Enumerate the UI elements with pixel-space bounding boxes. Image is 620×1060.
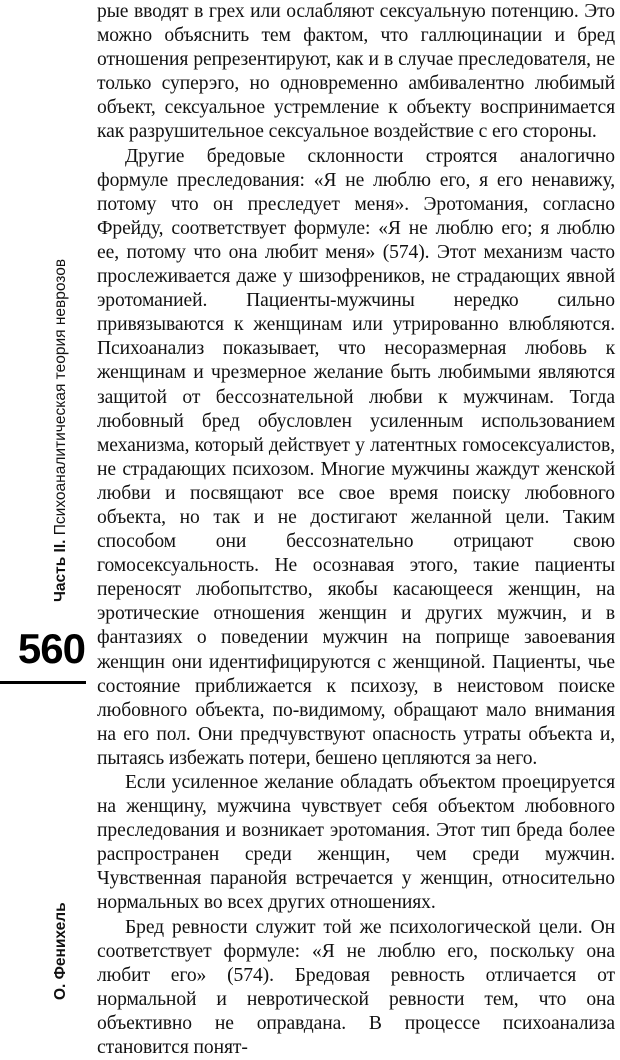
paragraph: Если усиленное желание обладать объектом проецируется на женщину, мужчина чувствует себя объектом любовного преследования и возникает эротомания. Этот тип бреда более распространен среди женщин, чем среди мужчин. Чувственная паранойя встречается у женщин, относительно нормальных во всех других отношениях. xyxy=(97,772,615,914)
running-header-part: Часть II. xyxy=(52,539,69,602)
page-number-rule xyxy=(0,681,86,684)
author-name: О. Фенихель xyxy=(52,902,69,1000)
running-header xyxy=(52,259,70,602)
paragraph: Другие бредовые склонности строятся аналогично формуле преследования: «Я не люблю его, я его ненавижу, потому что он преследует меня». Эротомания, согласно Фрейду, соответствует формуле: «Я не люблю его; я люблю ее, потому что она любит меня» (574). Этот механизм часто прослеживается даже у шизофреников, не страдающих явной эротоманией. Пациенты-мужчины нередко сильно привязываются к женщинам или утрированно влюбляются. Психоанализ показывает, что несоразмерная любовь к женщинам и чрезмерное желание быть любимыми являются защитой от бессознательной любви к мужчинам. Тогда любовный бред обусловлен усиленным использованием механизма, который действует у латентных гомосексуалистов, не страдающих психозом. Многие мужчины жаждут женской любви и посвящают все свое время поиску любовного объекта, но так и не достигают желанной цели. Таким способом они бессознательно отрицают свою гомосексуальность. Не осознавая этого, такие пациенты переносят любопытство, якобы касающееся женщин, на эротические отношения женщин и других мужчин, и в фантазиях о поведении мужчин на поприще завоевания женщин они идентифицируются с женщиной. Пациенты, чье состояние приближается к психозу, в неистовом поиске любовного объекта, по-видимому, обращают мало внимания на его пол. Они предчувствуют опасность утраты объекта и, пытаясь избежать потери, бешено цепляются за него. xyxy=(97,145,615,769)
paragraph: рые вводят в грех или ослабляют сексуальную потенцию. Это можно объяснить тем фактом, что галлюцинации и бред отношения репрезентируют, как и в случае преследователя, не только суперэго, но одновременно амбивалентно любимый объект, сексуальное устремление к объекту воспринимается как разрушительное сексуальное воздействие с его стороны. xyxy=(97,1,615,143)
running-header-title: Психоаналитическая теория неврозов xyxy=(52,258,69,540)
page-number: 560 xyxy=(17,625,85,672)
body-text xyxy=(97,0,615,1060)
paragraph: Бред ревности служит той же психологической цели. Он соответствует формуле: «Я не люблю его, поскольку она любит его» (574). Бредовая ревность отличается от нормальной и невротической ревности тем, что она объективно не оправдана. В процессе психоанализа становится понят- xyxy=(97,916,615,1059)
